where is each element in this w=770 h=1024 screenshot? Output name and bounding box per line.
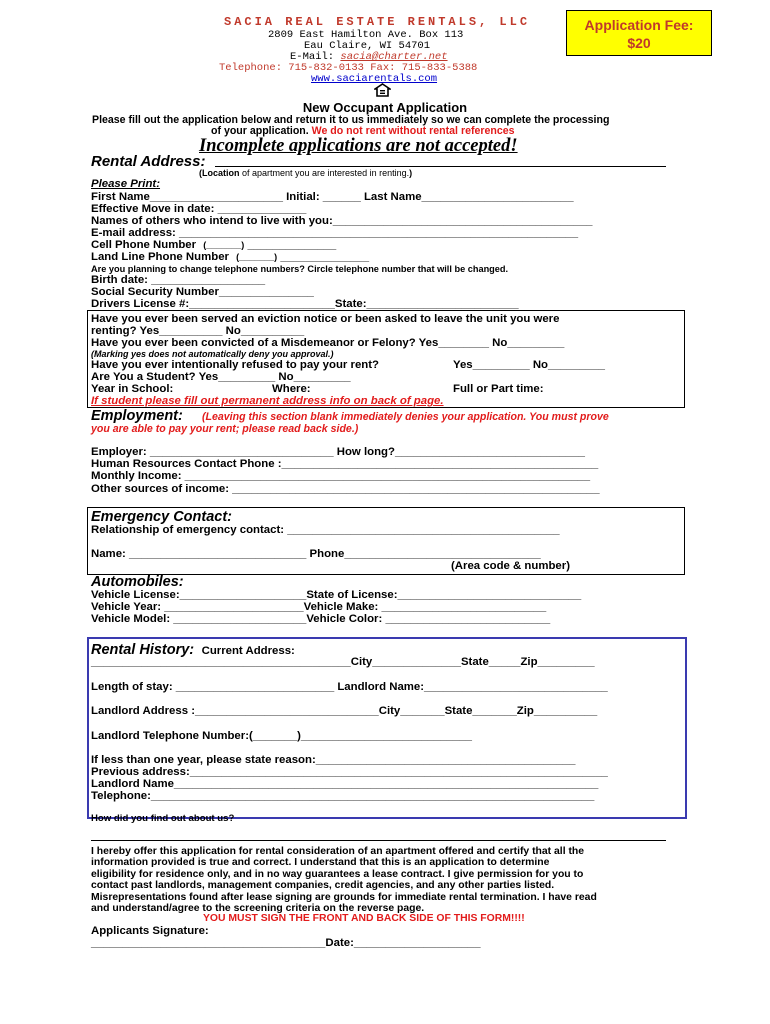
employment-note-1: (Leaving this section blank immediately denies your application. You must prove	[202, 411, 609, 423]
employment-note-2: you are able to pay your rent; please read back side.)	[91, 423, 359, 435]
vehicle-year-line[interactable]: Vehicle Year: ______________________Vehicle Make: __________________________	[91, 601, 547, 613]
conviction-question[interactable]: Have you ever been convicted of a Misdemeanor or Felony? Yes________ No_________	[91, 337, 565, 349]
equal-housing-icon	[374, 83, 391, 97]
previous-telephone-line[interactable]: Telephone:______________________________________________________________________	[91, 790, 595, 802]
school-where-label: Where:	[272, 383, 311, 395]
fee-amount: $20	[627, 35, 651, 51]
found-us-label: How did you find out about us?	[91, 813, 235, 824]
rental-address-note: (Location of apartment you are interested in renting.)	[199, 168, 413, 178]
rental-address-input[interactable]	[215, 166, 666, 167]
company-phone: Telephone: 715-832-0133 Fax: 715-833-5388	[219, 62, 478, 74]
birth-date-line[interactable]: Birth date: __________________	[91, 274, 266, 286]
form-title: New Occupant Application	[302, 100, 468, 115]
cell-phone-line[interactable]: Cell Phone Number (_______) ______________	[91, 239, 337, 251]
emergency-relationship-line[interactable]: Relationship of emergency contact: ___________________________________________	[91, 524, 560, 536]
incomplete-warning: Incomplete applications are not accepted!	[199, 136, 518, 156]
student-address-note: If student please fill out permanent address info on back of page.	[91, 395, 444, 407]
sign-notice: YOU MUST SIGN THE FRONT AND BACK SIDE OF THIS FORM!!!!	[203, 913, 525, 924]
emergency-heading: Emergency Contact:	[91, 509, 233, 525]
found-us-input[interactable]	[91, 840, 666, 841]
refused-rent-question: Have you ever intentionally refused to pay your rent?	[91, 359, 380, 371]
land-line-phone-line[interactable]: Land Line Phone Number (_______) ______________	[91, 251, 370, 263]
monthly-income-line[interactable]: Monthly Income: ________________________________________________________________	[91, 470, 591, 482]
previous-landlord-name-line[interactable]: Landlord Name___________________________________________________________________	[91, 778, 599, 790]
landlord-address-line[interactable]: Landlord Address :_____________________________City_______State_______Zip__________	[91, 705, 598, 717]
full-part-time-label: Full or Part time:	[453, 383, 544, 395]
company-address: 2809 East Hamilton Ave. Box 113	[268, 29, 464, 41]
student-question[interactable]: Are You a Student? Yes_________ No_________	[91, 371, 351, 383]
ssn-line[interactable]: Social Security Number_______________	[91, 286, 314, 298]
eviction-question: Have you ever been served an eviction notice or been asked to leave the unit you were	[91, 313, 560, 325]
refused-rent-answer[interactable]: Yes_________ No_________	[453, 359, 606, 371]
instructions-line-2: of your application. We do not rent without rental references	[211, 125, 515, 137]
other-income-line[interactable]: Other sources of income: __________________________________________________________	[91, 483, 600, 495]
phone-change-note: Are you planning to change telephone numbers? Circle telephone number that will be changed.	[91, 264, 509, 274]
others-names-line[interactable]: Names of others who intend to live with you:_________________________________________	[91, 215, 593, 227]
email-link[interactable]: sacia@charter.net	[340, 51, 448, 63]
first-name-line[interactable]: First Name_____________________ Initial: ______ Last Name________________________	[91, 191, 574, 203]
landlord-phone-line[interactable]: Landlord Telephone Number:(_______)___________________________	[91, 730, 472, 742]
area-code-note: (Area code & number)	[451, 560, 570, 572]
vehicle-model-line[interactable]: Vehicle Model: _____________________Vehicle Color: __________________________	[91, 613, 551, 625]
fee-label: Application Fee:	[584, 17, 694, 33]
current-address-line[interactable]: _________________________________________City______________State_____Zip_________	[91, 656, 595, 668]
year-in-school-label: Year in School:	[91, 383, 174, 395]
current-address-label: Current Address:	[201, 645, 295, 657]
email-label: E-Mail:	[290, 51, 335, 63]
drivers-license-line[interactable]: Drivers License #:_______________________State:________________________	[91, 298, 519, 310]
signature-date-line[interactable]: _____________________________________Date:____________________	[91, 937, 481, 949]
move-in-date-line[interactable]: Effective Move in date: ______________	[91, 203, 307, 215]
previous-address-line[interactable]: Previous address:__________________________________________________________________	[91, 766, 608, 778]
length-of-stay-line[interactable]: Length of stay: _________________________ Landlord Name:_____________________________	[91, 681, 608, 693]
rental-history-heading: Rental History:	[91, 642, 195, 658]
employer-line[interactable]: Employer: _____________________________ How long?______________________________	[91, 446, 585, 458]
reason-line[interactable]: If less than one year, please state reason:_________________________________________	[91, 754, 576, 766]
employment-heading: Employment:	[91, 408, 183, 424]
vehicle-license-line[interactable]: Vehicle License:____________________State of License:_____________________________	[91, 589, 582, 601]
references-notice: We do not rent without rental references	[311, 125, 515, 137]
eviction-answer[interactable]: renting? Yes__________ No__________	[91, 325, 305, 337]
emergency-name-phone-line[interactable]: Name: ____________________________ Phone_______________________________	[91, 548, 541, 560]
hr-phone-line[interactable]: Human Resources Contact Phone :__________________________________________________	[91, 458, 599, 470]
conviction-note: (Marking yes does not automatically deny you approval.)	[91, 349, 334, 359]
please-print-label: Please Print:	[91, 178, 161, 190]
email-address-line[interactable]: E-mail address: _______________________________________________________________	[91, 227, 579, 239]
automobiles-heading: Automobiles:	[91, 574, 184, 590]
application-fee-box	[566, 10, 712, 56]
rental-address-label: Rental Address:	[91, 153, 206, 170]
company-city: Eau Claire, WI 54701	[304, 40, 431, 52]
website-link[interactable]: www.saciarentals.com	[311, 73, 438, 85]
company-name: SACIA REAL ESTATE RENTALS, LLC	[224, 15, 531, 29]
instructions-line-1: Please fill out the application below and return it to us immediately so we can complete the processing	[92, 114, 610, 126]
declaration-text: I hereby offer this application for rental consideration of an apartment offered and certify that all the information provided is true and correct. I understand that this is an application to determine eligibility for residence only, and in no way guarantees a lease contract. I give permission for you to contact past landlords, management companies, credit agencies, and any other parties listed. Misrepresentations found after lease signing are grounds for immediate rental termination. I have read and understand/agree to the screening criteria on the reverse page.	[91, 846, 597, 915]
signature-label: Applicants Signature:	[91, 925, 209, 937]
